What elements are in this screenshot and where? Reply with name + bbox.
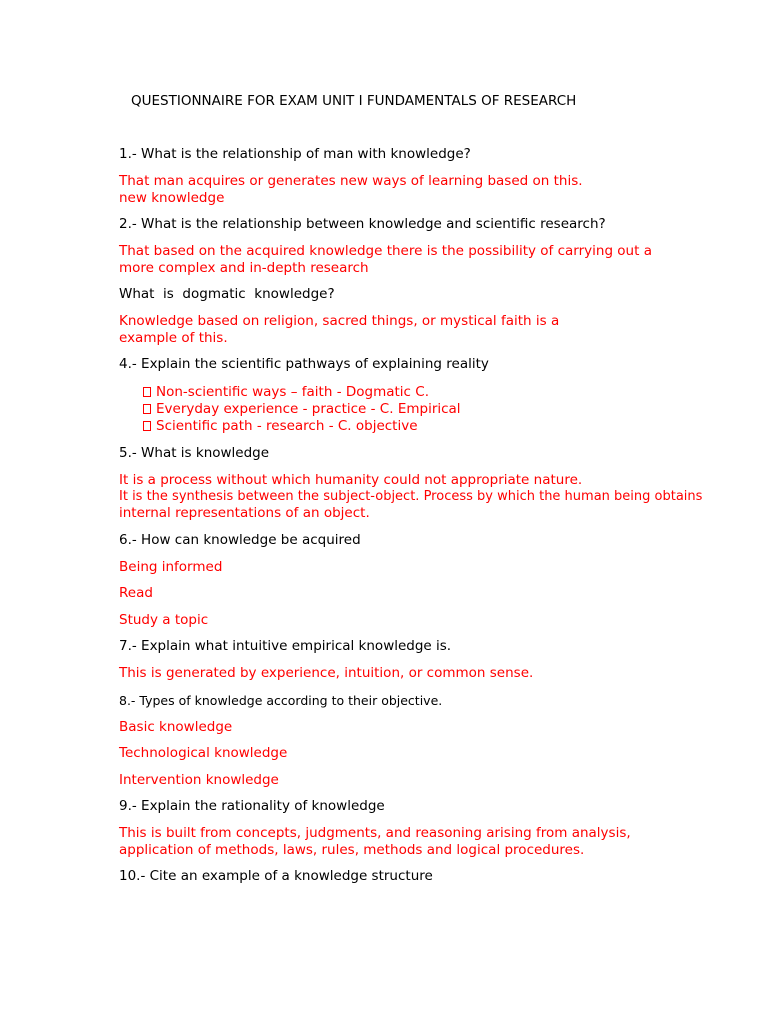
page-title: QUESTIONNAIRE FOR EXAM UNIT I FUNDAMENTALS OF RESEARCH [131,93,577,109]
answer-3-line-2: example of this. [119,329,228,346]
answer-7: This is generated by experience, intuition, or common sense. [119,665,534,681]
question-7: 7.- Explain what intuitive empirical knowledge is. [119,638,452,654]
question-8: 8.- Types of knowledge according to their objective. [119,692,443,708]
pathways-list [119,384,739,435]
answer-1-line-2: new knowledge [119,189,225,206]
checkbox-bullet-icon [143,421,151,431]
answer-2-line-2: more complex and in-depth research [119,259,369,276]
question-1: 1.- What is the relationship of man with knowledge? [119,146,471,162]
question-10: 10.- Cite an example of a knowledge structure [119,868,433,884]
answer-9-line-2: application of methods, laws, rules, methods and logical procedures. [119,841,585,858]
list-item: Non-scientific ways – faith - Dogmatic C. [143,384,739,401]
answer-8-item-2: Technological knowledge [119,745,288,761]
answer-6-item-1: Being informed [119,558,223,575]
question-2: 2.- What is the relationship between knowledge and scientific research? [119,216,606,232]
question-6: 6.- How can knowledge be acquired [119,531,361,548]
answer-5-line-2: It is the synthesis between the subject-object. Process by which the human being obtains [119,488,703,504]
question-3: What is dogmatic knowledge? [119,286,335,302]
question-4: 4.- Explain the scientific pathways of explaining reality [119,356,489,372]
answer-5-line-1: It is a process without which humanity could not appropriate nature. [119,472,583,488]
questionnaire-body [119,146,739,885]
list-item: Scientific path - research - C. objective [143,418,739,435]
checkbox-bullet-icon [143,404,151,414]
question-9: 9.- Explain the rationality of knowledge [119,798,385,814]
list-item: Everyday experience - practice - C. Empirical [143,401,739,418]
answer-6-item-3: Study a topic [119,611,209,628]
answer-3-line-1: Knowledge based on religion, sacred things, or mystical faith is a [119,313,560,329]
answer-5-line-3: internal representations of an object. [119,505,370,521]
checkbox-bullet-icon [143,387,151,397]
answer-6-item-2: Read [119,585,153,601]
question-5: 5.- What is knowledge [119,445,270,461]
answer-9-line-1: This is built from concepts, judgments, and reasoning arising from analysis, [119,825,631,841]
answer-1-line-1: That man acquires or generates new ways of learning based on this. [119,173,583,189]
answer-8-item-3: Intervention knowledge [119,771,279,788]
answer-2-line-1: That based on the acquired knowledge there is the possibility of carrying out a [119,243,652,259]
answer-8-item-1: Basic knowledge [119,718,233,735]
